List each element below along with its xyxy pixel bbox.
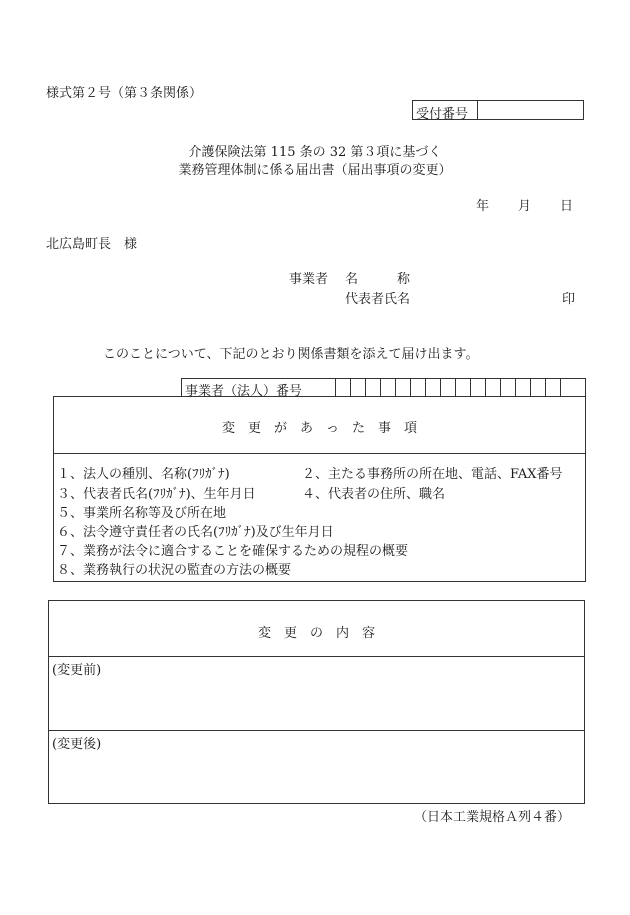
applicant-name-label: 名 称 xyxy=(345,272,411,287)
business-number-digit-cell[interactable] xyxy=(380,379,395,396)
receipt-number-box xyxy=(412,100,584,120)
date-year: 年 xyxy=(476,199,490,214)
change-content-table xyxy=(48,600,585,804)
applicant-role-label: 事業者 xyxy=(289,272,329,287)
intro-text: このことについて、下記のとおり関係書類を添えて届け出ます。 xyxy=(103,347,479,362)
business-number-digit-cell[interactable] xyxy=(515,379,530,396)
change-content-header: 変 更 の 内 容 xyxy=(257,626,375,641)
business-number-digit-cell[interactable] xyxy=(485,379,500,396)
addressee: 北広島町長 様 xyxy=(46,237,138,252)
business-number-digit-cell[interactable] xyxy=(545,379,560,396)
business-number-digit-cell[interactable] xyxy=(350,379,365,396)
footer-note: （日本工業規格Ａ列４番） xyxy=(414,810,571,825)
date-day: 日 xyxy=(560,199,574,214)
changed-items-table xyxy=(53,396,586,582)
receipt-number-field[interactable] xyxy=(477,101,584,119)
after-change-field[interactable] xyxy=(49,753,584,803)
business-number-digit-cell[interactable] xyxy=(530,379,545,396)
changed-item-8: ８、業務執行の状況の監査の方法の概要 xyxy=(57,563,292,578)
business-number-digit-cell[interactable] xyxy=(500,379,515,396)
title-line-1: 介護保険法第 115 条の 32 第３項に基づく xyxy=(188,145,442,160)
date-month: 月 xyxy=(518,199,532,214)
business-number-digit-cell[interactable] xyxy=(455,379,470,396)
changed-items-header: 変 更 が あ っ た 事 項 xyxy=(221,421,417,436)
business-number-digit-cell[interactable] xyxy=(425,379,440,396)
change-content-divider-1 xyxy=(49,656,584,657)
seal-mark: 印 xyxy=(562,292,576,307)
receipt-number-label: 受付番号 xyxy=(416,107,469,122)
business-number-label: 事業者（法人）番号 xyxy=(185,384,303,399)
business-number-digit-cell[interactable] xyxy=(365,379,380,396)
business-number-digit-cell[interactable] xyxy=(560,379,575,396)
changed-item-4: ４、代表者の住所、職名 xyxy=(302,487,446,502)
after-change-label: (変更後) xyxy=(52,737,102,752)
title-line-2: 業務管理体制に係る届出書（届出事項の変更） xyxy=(178,163,452,178)
changed-items-divider xyxy=(54,453,585,454)
changed-item-5: ５、事業所名称等及び所在地 xyxy=(57,506,227,521)
business-number-digit-cell[interactable] xyxy=(395,379,410,396)
form-number: 様式第２号（第３条関係） xyxy=(46,86,203,101)
changed-item-1: １、法人の種別、名称(ﾌﾘｶﾞﾅ) xyxy=(57,467,230,482)
before-change-field[interactable] xyxy=(49,679,584,729)
business-number-digit-cell[interactable] xyxy=(470,379,485,396)
changed-item-7: ７、業務が法令に適合することを確保するための規程の概要 xyxy=(57,544,409,559)
representative-name-label: 代表者氏名 xyxy=(345,292,411,307)
business-number-digit-cell[interactable] xyxy=(410,379,425,396)
business-number-digit-cell[interactable] xyxy=(335,379,350,396)
before-change-label: (変更前) xyxy=(52,663,102,678)
changed-item-3: ３、代表者氏名(ﾌﾘｶﾞﾅ)、生年月日 xyxy=(57,487,256,502)
change-content-divider-2 xyxy=(49,730,584,731)
changed-item-6: ６、法令遵守責任者の氏名(ﾌﾘｶﾞﾅ)及び生年月日 xyxy=(57,525,334,540)
business-number-row xyxy=(181,378,586,397)
business-number-digit-cell[interactable] xyxy=(440,379,455,396)
changed-item-2: ２、主たる事務所の所在地、電話、FAX番号 xyxy=(302,467,563,482)
